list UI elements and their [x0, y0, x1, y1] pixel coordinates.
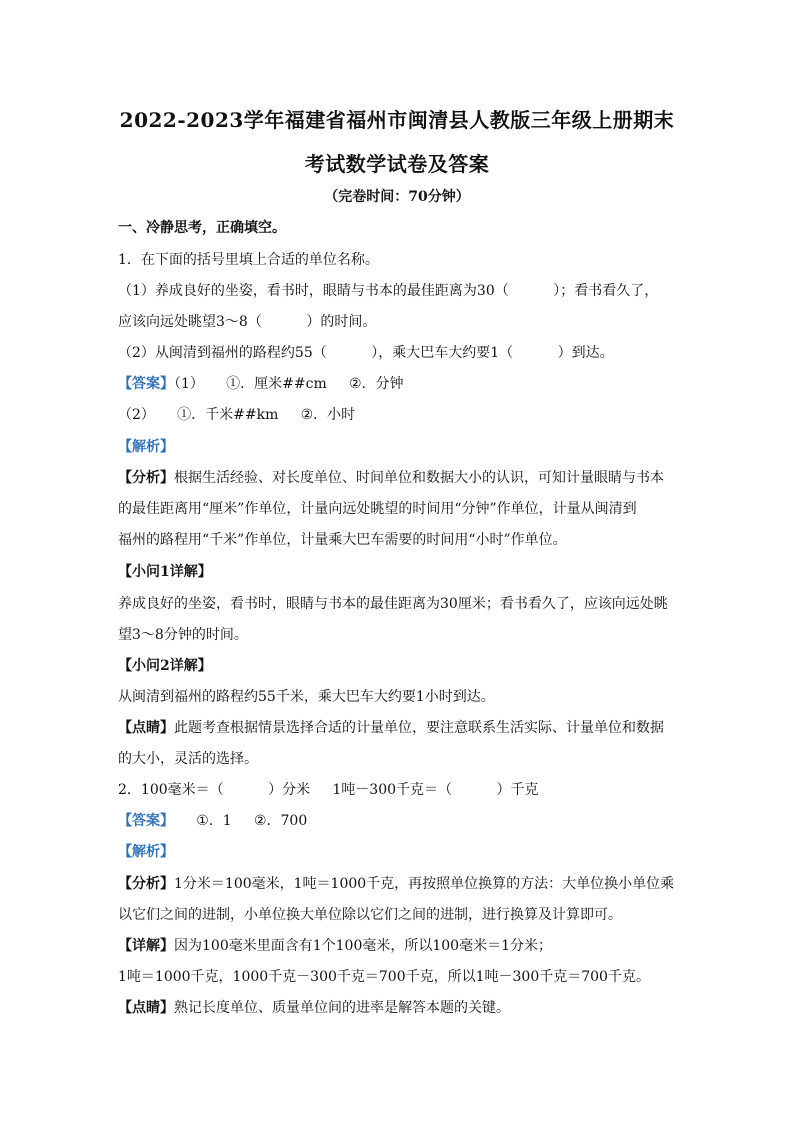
q2-xiangjie-line1 [118, 936, 552, 956]
q1-sub1-line1: 养成良好的坐姿，看书时，眼睛与书本的最佳距离为30厘米；看书看久了，应该向远处眺 [118, 596, 668, 612]
q1-dianjing-line2: 的大小，灵活的选择。 [118, 751, 258, 767]
q2-answer-line [118, 811, 307, 831]
q1-answer-1: （1） ①．厘米##cm ②．分钟 [174, 376, 404, 392]
q1-fenxi-line1 [118, 468, 664, 488]
analysis-tag: 【解析】 [118, 439, 174, 455]
xiangjie-tag: 【详解】 [118, 938, 174, 954]
exam-time-note: （完卷时间：70分钟） [324, 189, 470, 205]
q2-fenxi-line1 [118, 874, 674, 894]
dianjing-tag-2: 【点睛】 [118, 1000, 174, 1016]
q2-fenxi-line2: 以它们之间的进制，小单位换大单位除以它们之间的进制，进行换算及计算即可。 [118, 907, 622, 923]
q1-part2: （2）从闽清到福州的路程约55（ ），乘大巴车大约要1（ ）到达。 [118, 345, 614, 361]
q1-part1-line1: （1）养成良好的坐姿，看书时，眼睛与书本的最佳距离为30（ ）；看书看久了， [118, 283, 659, 299]
dianjing-tag: 【点睛】 [118, 720, 174, 736]
analysis-tag-2: 【解析】 [118, 844, 174, 860]
doc-title-line-1: 2022-2023学年福建省福州市闽清县人教版三年级上册期末 [119, 108, 675, 132]
q1-sub1-line2: 望3～8分钟的时间。 [118, 627, 248, 643]
q1-stem: 1．在下面的括号里填上合适的单位名称。 [118, 252, 379, 268]
q1-answer-line1 [118, 374, 404, 394]
q1-part1-line2: 应该向远处眺望3～8（ ）的时间。 [118, 314, 377, 330]
fenxi-tag: 【分析】 [118, 470, 174, 486]
answer-tag: 【答案】 [118, 376, 174, 392]
q2-dianjing-line1 [118, 998, 510, 1018]
fenxi-tag-2: 【分析】 [118, 876, 174, 892]
q2-xiangjie-text1: 因为100毫米里面含有1个100毫米，所以100毫米＝1分米； [174, 938, 552, 954]
answer-tag-2: 【答案】 [118, 813, 174, 829]
doc-title-line-2: 考试数学试卷及答案 [304, 152, 490, 176]
q2-answer: ①．1 ②．700 [174, 813, 308, 829]
q2-dianjing-text1: 熟记长度单位、质量单位间的进率是解答本题的关键。 [174, 1000, 510, 1016]
q1-dianjing-text1: 此题考查根据情景选择合适的计量单位，要注意联系生活实际、计量单位和数据 [174, 720, 664, 736]
q1-answer-2: （2） ①．千米##km ②．小时 [118, 407, 356, 423]
sub1-tag: 【小问1详解】 [118, 564, 212, 580]
q1-dianjing-line1 [118, 718, 664, 738]
sub2-tag: 【小问2详解】 [118, 658, 212, 674]
q1-fenxi-line3: 福州的路程用“千米”作单位，计量乘大巴车需要的时间用“小时”作单位。 [118, 532, 567, 548]
q2-stem: 2．100毫米＝（ ）分米 1吨－300千克＝（ ）千克 [118, 782, 539, 798]
section-heading: 一、冷静思考，正确填空。 [118, 220, 286, 236]
q1-sub2-line1: 从闽清到福州的路程约55千米，乘大巴车大约要1小时到达。 [118, 689, 495, 705]
q1-fenxi-text1: 根据生活经验、对长度单位、时间单位和数据大小的认识，可知计量眼睛与书本 [174, 470, 664, 486]
q2-xiangjie-line2: 1吨＝1000千克，1000千克－300千克＝700千克，所以1吨－300千克＝700千克。 [118, 969, 650, 985]
q2-fenxi-text1: 1分米＝100毫米，1吨＝1000千克，再按照单位换算的方法：大单位换小单位乘 [174, 876, 675, 892]
q1-fenxi-line2: 的最佳距离用“厘米”作单位，计量向远处眺望的时间用“分钟”作单位，计量从闽清到 [118, 501, 637, 517]
